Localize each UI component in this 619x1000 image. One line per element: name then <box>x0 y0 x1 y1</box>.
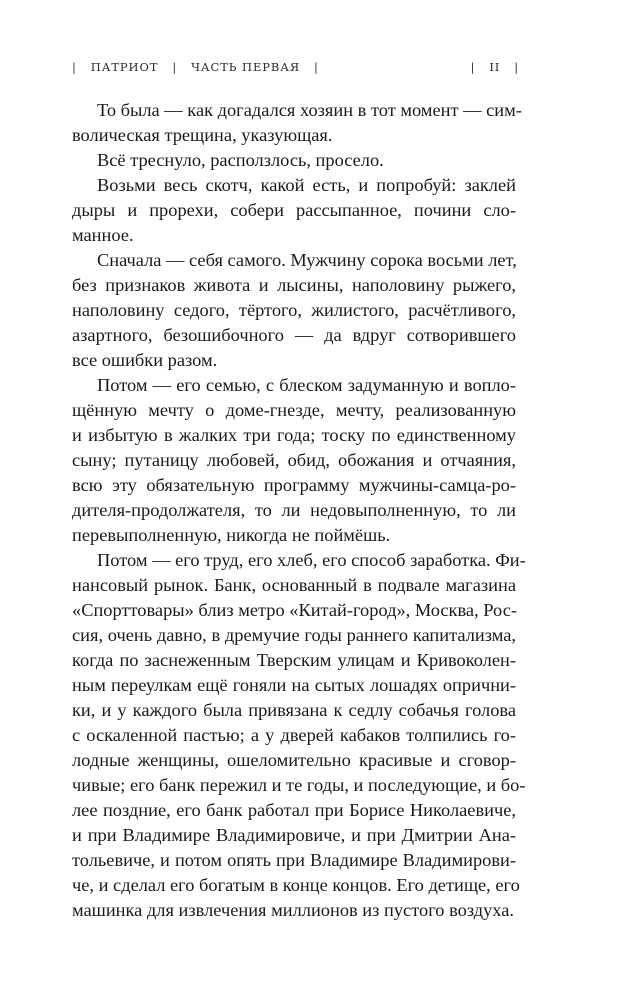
running-head-left <box>72 60 319 74</box>
page-number: II <box>489 60 501 74</box>
text-line: Сначала — себя самого. Мужчину сорока восьми лет, <box>97 250 517 270</box>
text-line: нансовый рынок. Банк, основанный в подвале магазина <box>72 575 516 595</box>
text-line: перевыполненную, никогда не поймёшь. <box>72 525 391 545</box>
part-title: ЧАСТЬ ПЕРВАЯ <box>191 60 301 74</box>
body-text <box>72 98 526 923</box>
text-line: че, и сделал его богатым в конце концов. Его детище, его <box>72 875 520 895</box>
text-line: азартного, безошибочного — да вдруг сотворившего <box>72 325 516 345</box>
text-line: Потом — его семью, с блеском задуманную и вопло- <box>97 375 516 395</box>
text-line: лее поздние, его банк работал при Борисе Николаевиче, <box>72 800 516 820</box>
paragraph <box>72 248 516 373</box>
text-line: тольевиче, и потом опять при Владимире Владимирови- <box>72 850 516 870</box>
text-line: щённую мечту о доме-гнезде, мечту, реализованную <box>72 400 516 420</box>
text-line: ным переулкам ещё гоняли на сытых лошадях опрични- <box>72 675 516 695</box>
text-line: манное. <box>72 225 134 245</box>
text-line: лодные женщины, ошеломительно красивые и сговор- <box>72 750 516 770</box>
running-head <box>72 60 519 80</box>
text-line: и избытую в жалких три года; тоску по единственному <box>72 425 516 445</box>
text-line: волическая трещина, указующая. <box>72 125 333 145</box>
paragraph <box>72 148 516 173</box>
text-line: «Спорттовары» близ метро «Китай-город», Москва, Рос- <box>72 600 517 620</box>
paragraph <box>72 373 516 548</box>
divider: | <box>172 60 178 74</box>
text-line: дыры и прорехи, собери рассыпанное, почини сло- <box>72 200 516 220</box>
paragraph <box>72 173 516 248</box>
divider: | <box>72 60 77 74</box>
text-line: чивые; его банк пережил и те годы, и последующие, и бо- <box>72 775 526 795</box>
text-line: с оскаленной пастью; а у дверей кабаков толпились го- <box>72 725 516 745</box>
text-line: То была — как догадался хозяин в тот момент — сим- <box>97 100 522 120</box>
text-line: сия, очень давно, в дремучие годы раннего капитализма, <box>72 625 516 645</box>
text-line: Всё треснуло, расползлось, просело. <box>97 150 384 170</box>
text-line: Возьми весь скотч, какой есть, и попробуй: заклей <box>97 175 516 195</box>
text-line: и при Владимире Владимировиче, и при Дмитрии Ана- <box>72 825 516 845</box>
divider: | <box>314 60 319 74</box>
running-head-right <box>471 60 519 74</box>
text-line: всю эту обязательную программу мужчины-самца-ро- <box>72 475 516 495</box>
divider: | <box>470 60 476 74</box>
text-line: когда по заснеженным Тверским улицам и Кривоколен- <box>72 650 516 670</box>
paragraph <box>72 98 522 148</box>
text-line: машинка для извлечения миллионов из пустого воздуха. <box>72 900 515 920</box>
text-line: сыну; путаницу любовей, обид, обожания и отчаяния, <box>72 450 516 470</box>
text-line: без признаков живота и лысины, наполовину рыжего, <box>72 275 516 295</box>
text-line: дителя-продолжателя, то ли недовыполненную, то ли <box>72 500 516 520</box>
text-line: Потом — его труд, его хлеб, его способ заработка. Фи- <box>97 550 526 570</box>
text-line: все ошибки разом. <box>72 350 218 370</box>
text-line: наполовину седого, тёртого, жилистого, расчётливого, <box>72 300 516 320</box>
book-title: ПАТРИОТ <box>90 60 159 74</box>
paragraph <box>72 548 526 923</box>
text-line: ки, и у каждого была привязана к седлу собачья голова <box>72 700 516 720</box>
divider: | <box>514 60 519 74</box>
